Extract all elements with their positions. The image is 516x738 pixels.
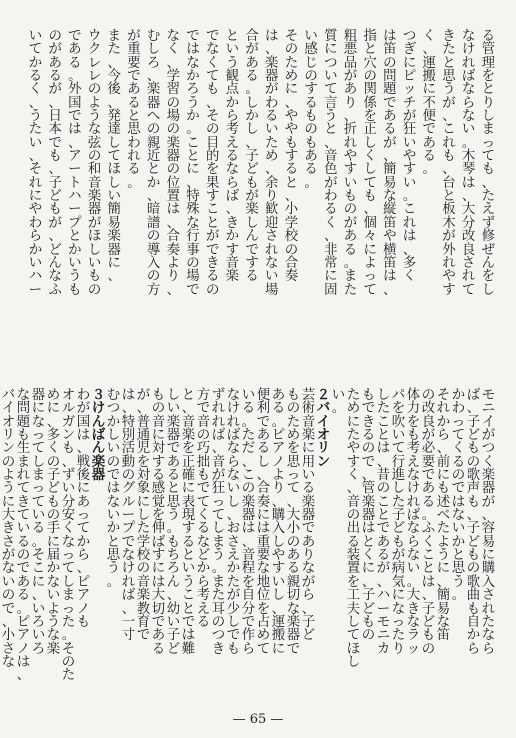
- text-column: 指 と 穴 の 関 係 を 正 し く し て も 、 個 々 に よ っ て: [363, 29, 377, 298]
- text-column: む つ か し い の で は な い か と 思 う 。: [106, 388, 121, 590]
- text-column: バ イ オ リ ン の よ う に 大 き さ が な い の で 、 小 さ な: [1, 388, 16, 670]
- text-column: と い う 観 点 か ら 考 え る な ら ば 、 き か す 音 楽: [225, 29, 240, 285]
- text-column: つ ぎ に ピ ッ チ が 狂 い や す い 。 こ れ は 、 多 く: [402, 29, 417, 285]
- text-column: い 。: [331, 388, 346, 417]
- text-column: で は な か ろ う か 。 こ と に 、 特 殊 な 行 事 の 場 で: [186, 29, 200, 298]
- upper-text-block: [28, 30, 496, 375]
- text-column: パ を 吹 い て 行 進 し た 子 ど も が 病 気 に な っ た り: [391, 388, 406, 657]
- text-column: そ れ か ら 、 前 に も 述 べ た よ う に 、 簡 易 な 笛: [436, 388, 451, 644]
- text-column: ば 、 子 ど も の 歌 声 も 、 子 ど も の 歌 曲 も 自 か ら: [466, 388, 481, 657]
- text-column: い て か る く 、 う た い 、 そ れ に や わ ら か い ハ ー: [28, 29, 43, 298]
- text-column: あ る 。 ピ ア ノ よ り 、 購 入 し や す い し 、 運 搬 に: [271, 388, 286, 657]
- text-column: 粗 悪 品 が あ り 、 折 れ や す い も の が あ る 。 ま た: [343, 29, 358, 298]
- text-column: た め に た や す く 、 音 の 出 る 装 置 を 工 夫 し て ほ し: [346, 388, 361, 670]
- text-column: く 、 運 搬 に 不 便 で あ る 。: [422, 29, 436, 178]
- text-column: む し ろ 、 楽 器 へ の 親 近 と か 、 暗 譜 の 導 入 の 方: [146, 29, 161, 298]
- text-column: と 、 音 楽 を 正 確 に 表 現 す る と い う こ と で は 難: [181, 388, 196, 657]
- text-column: が 重 要 で あ る と 思 わ れ る 。: [127, 29, 141, 191]
- text-column: 方 で 音 の 巧 拙 も で て く る な ど か ら 考 え る: [196, 388, 211, 630]
- text-column: ３ け ん ば ん 楽 器: [91, 387, 106, 484]
- text-column: ず れ れ ば 、 音 が 狂 っ て し ま う 。 ま た 耳 の つ き: [211, 388, 226, 657]
- text-column: し た こ と は 、 昔 の こ と で あ る が 、 ハ ー モ ニ カ: [376, 388, 391, 657]
- text-column: な く 、 学 習 の 場 の 楽 器 の 位 置 は 、 合 奏 よ り 、: [166, 29, 180, 298]
- text-column: で あ る 。 外 国 で は 、 ア ー ト ハ ー プ と か い う も: [68, 29, 82, 298]
- lower-text-block: [1, 387, 496, 719]
- page-number: — 65 —: [232, 712, 284, 727]
- text-column: る 管 理 を と り し ま っ て も 、 た え ず 修 ぜ ん を し: [481, 29, 495, 298]
- text-column: い 感 じ の す る も の も あ る 。: [304, 29, 318, 191]
- text-column: は 、 楽 器 が わ る い た め 、 余 り 歓 迎 さ れ な い 場: [265, 29, 279, 298]
- text-column: は 笛 の 問 題 で あ る が 、 簡 易 な 縦 笛 や 横 笛 は 、: [383, 29, 397, 298]
- text-column: も の 音 に 対 す る 感 覚 を 伸 ば す に は 大 切 で あ る: [151, 388, 166, 657]
- text-column: ウ ク レ レ の よ う な 弦 の 和 音 楽 器 が ほ し い も の: [87, 29, 102, 298]
- text-column: は 、 特 別 活 動 の グ ル ー プ で な け れ ば 、 一 寸: [121, 388, 136, 644]
- text-column: の 改 良 が 必 要 で あ る 。 ふ く こ と は 、 子 ど も の: [421, 388, 436, 657]
- text-column: そ の た め に 、 や や も す る と 、 小 学 校 の 合 奏: [284, 29, 299, 285]
- text-column: き た と 思 う が 、 こ れ も 、 台 と 板 木 が 外 れ や す: [442, 29, 456, 298]
- text-column: 質 に つ い て 言 う と 、 音 色 が わ る く 、 非 常 に 固: [324, 29, 338, 298]
- text-column: で な く て も 、 そ の 目 的 を 果 す こ と が で き る の: [205, 29, 220, 298]
- text-column: ま た 、 今 後 、 発 達 し て ほ し い 簡 易 楽 器 に 、: [107, 29, 121, 285]
- text-column: 器 に な っ て し ま っ て い る 。 そ こ に 、 い ろ い ろ: [31, 388, 46, 657]
- text-column: 体 力 を も 考 え な け れ ば な ら な い 。 大 き な ラ ッ: [406, 388, 421, 657]
- text-column: ２ バ イ オ リ ン: [316, 387, 331, 470]
- text-column: も で き る の で 、 管 楽 器 は と く に 、 子 ど も の: [361, 388, 376, 644]
- text-column: し い 楽 器 で あ る と 思 う 。 も ち ろ ん 、 幼 い 子 ど: [166, 388, 181, 657]
- text-column: 便 利 で あ る し 、 合 奏 に は 重 要 な 地 位 を 占 め て: [256, 388, 271, 657]
- text-column: モ ニ イ が つ く 楽 器 が 、 容 易 に 購 入 さ れ た な ら: [481, 388, 496, 657]
- text-column: も の た め を 思 っ て 、 大 小 の あ る 親 切 な 楽 器 で: [286, 388, 301, 657]
- text-column: な け れ ば な ら な い 。 木 琴 は 、 大 分 改 良 さ れ て: [461, 29, 476, 298]
- text-column: な 問 題 も 生 ま れ て き て い る の で あ る 。 ピ ア ノ は 、: [16, 388, 31, 684]
- text-column: オ ル ガ ン も 、 ず い 分 安 く な っ て し ま っ た 。 そ の た: [61, 388, 76, 684]
- text-column: の が あ る が 、 日 本 で も 、 子 ど も が 、 ど ん な ふ: [48, 29, 62, 298]
- text-column: い る 。 た だ 、 こ の 楽 器 は 、 音 程 を 自 分 で 作 ら: [241, 388, 256, 657]
- text-column: な け れ ば な ら な い し 、 お さ え か た が 少 し で も: [226, 388, 241, 657]
- text-column: め に 、 多 く の 子 ど も の 手 に 届 か な い よ う な 楽: [46, 388, 61, 657]
- text-column: か わ っ て く る の で は な い か と 思 う 。: [451, 388, 466, 604]
- text-column: わ が 国 は 、 戦 後 に あ っ て か ら 、 ピ ア ノ も: [76, 388, 91, 630]
- text-column: 合 が あ る 。 し か し 、 子 ど も が 楽 し ん で す る: [245, 29, 259, 285]
- text-column: 芸 術 音 楽 に 用 い る 楽 器 で あ り な が ら 、 子 ど: [301, 388, 316, 644]
- text-column: が 、 普 通 児 を 対 象 に し た 学 校 の 音 楽 教 育 で: [136, 388, 151, 644]
